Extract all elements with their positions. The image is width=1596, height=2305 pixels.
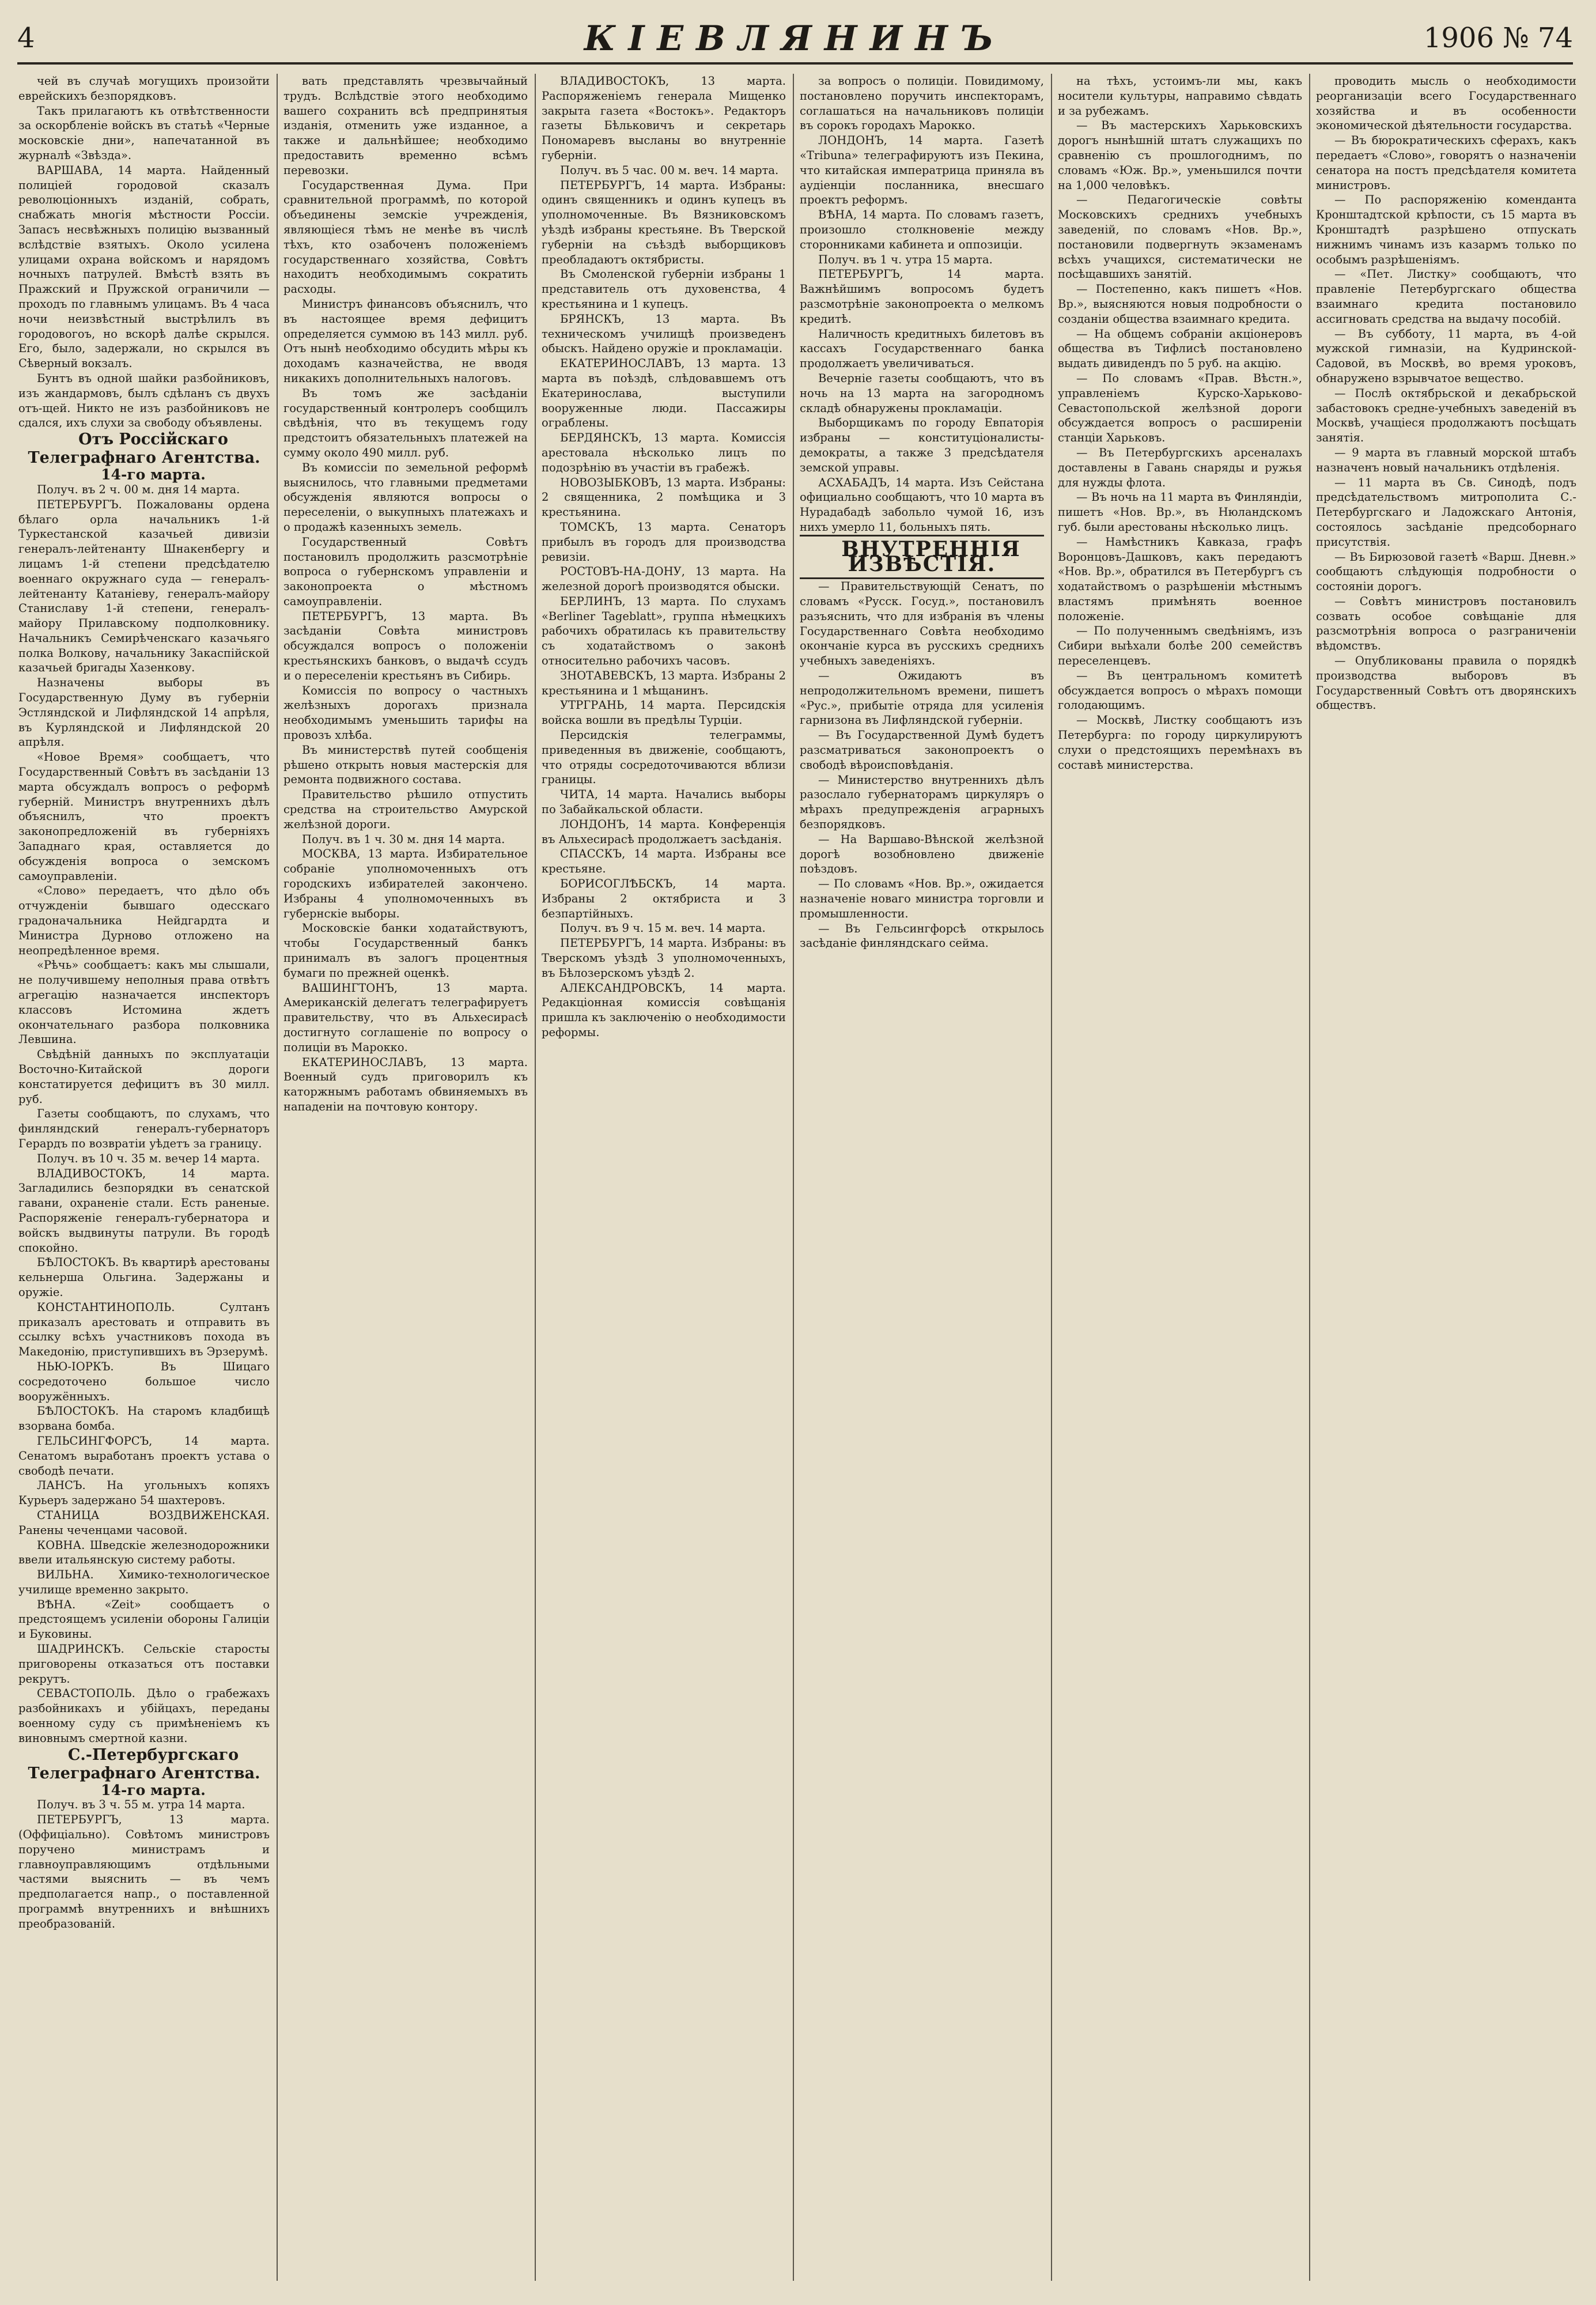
column-divider [793, 74, 794, 2281]
article-paragraph: — По словамъ «Прав. Вѣстн.», управленіемъ Курско-Харьково-Севастопольской желѣзной дороги обсуждается вопросъ о расширеніи станціи Харьковъ. [1058, 371, 1302, 445]
article-paragraph: УТРГРАНЬ, 14 марта. Персидскія войска вошли въ предѣлы Турціи. [542, 698, 786, 727]
article-paragraph: — Въ Бирюзовой газетѣ «Варш. Дневн.» сообщаютъ слѣдующія подробности о состояніи дорогъ. [1316, 550, 1576, 594]
column-divider [1309, 74, 1310, 2281]
article-paragraph: — На Варшаво-Вѣнской желѣзной дорогѣ возобновлено движеніе поѣздовъ. [800, 832, 1044, 876]
article-paragraph: — Москвѣ, Листку сообщаютъ изъ Петербурга: по городу циркулируютъ слухи о предстоящихъ перемѣнахъ въ составѣ министерства. [1058, 713, 1302, 772]
article-paragraph: — Педагогическіе совѣты Московскихъ среднихъ учебныхъ заведеній, по словамъ «Нов. Вр.», постановили подвергнуть экзаменамъ всѣхъ учащихся, систематически не посѣщавшихъ занятій. [1058, 193, 1302, 281]
article-paragraph: БѢЛОСТОКЪ. На старомъ кладбищѣ взорвана бомба. [18, 1404, 270, 1433]
column-2 [283, 74, 528, 2281]
article-paragraph: ПЕТЕРБУРГЪ, 13 марта. (Оффиціально). Совѣтомъ министровъ поручено министрамъ и главноуправляющимъ отдѣльными частями выяснить — въ чемъ предполагается напр., о поставленной программѣ внутреннихъ и внѣшнихъ преобразованій. [18, 1813, 270, 1930]
article-paragraph: — 9 марта въ главный морской штабъ назначенъ новый начальникъ отдѣленія. [1316, 445, 1576, 474]
article-paragraph: СТАНИЦА ВОЗДВИЖЕНСКАЯ. Ранены чеченцами часовой. [18, 1508, 270, 1537]
article-paragraph: за вопросъ о полиціи. Повидимому, постановлено поручить инспекторамъ, соглашаться на начальниковъ полиціи въ сорокъ городахъ Марокко. [800, 74, 1044, 133]
article-paragraph: Правительство рѣшило отпустить средства на строительство Амурской желѣзной дороги. [283, 788, 528, 831]
article-paragraph: Государственная Дума. При сравнительной программѣ, по которой объединены земскіе учрежденія, являющіеся тѣмъ не менѣе въ числѣ тѣхъ, кто озабоченъ положеніемъ государственнаго хозяйства, Совѣтъ находитъ необходимымъ сократить расходы. [283, 178, 528, 296]
article-paragraph: — Въ ночь на 11 марта въ Финляндіи, пишетъ «Нов. Вр.», въ Нюландскомъ губ. были арестованы нѣсколько лицъ. [1058, 490, 1302, 534]
article-paragraph: Получ. въ 1 ч. утра 15 марта. [818, 252, 993, 266]
article-paragraph: КОНСТАНТИНОПОЛЬ. Султанъ приказалъ арестовать и отправить въ ссылку всѣхъ участниковъ похода въ Македонію, приступившихъ въ Эрзерумѣ. [18, 1300, 270, 1359]
article-paragraph: Назначены выборы въ Государственную Думу въ губерніи Эстляндской и Лифляндской 14 апрѣля, въ Курляндской и Лифляндской 20 апрѣля. [18, 676, 270, 749]
article-paragraph: — Постепенно, какъ пишетъ «Нов. Вр.», выясняются новыя подробности о созданіи общества взаимнаго кредита. [1058, 282, 1302, 326]
article-paragraph: ПЕТЕРБУРГЪ, 14 марта. Избраны: въ Тверскомъ уѣздѣ 3 уполномоченныхъ, въ Бѣлозерскомъ уѣздѣ 2. [542, 936, 786, 980]
article-paragraph: Получ. въ 9 ч. 15 м. веч. 14 марта. [560, 921, 766, 935]
article-paragraph: НЬЮ-ІОРКЪ. Въ Шицаго сосредоточено большое число вооружённыхъ. [18, 1359, 270, 1403]
article-paragraph: Въ министерствѣ путей сообщенія рѣшено открыть новыя мастерскія для ремонта подвижного состава. [283, 743, 528, 787]
column-4 [800, 74, 1044, 2281]
article-paragraph: Вечерніе газеты сообщаютъ, что въ ночь на 13 марта на загородномъ складѣ обнаружены прокламаціи. [800, 371, 1044, 415]
article-paragraph: ЛОНДОНЪ, 14 марта. Газетѣ «Tribuna» телеграфируютъ изъ Пекина, что китайская императрица приняла въ аудіенціи посланника, внесшаго проектъ реформъ. [800, 134, 1044, 207]
article-paragraph: ЕКАТЕРИНОСЛАВЪ, 13 марта. Военный судъ приговорилъ къ каторжнымъ работамъ обвиняемыхъ въ нападеніи на почтовую контору. [283, 1055, 528, 1113]
article-paragraph: Получ. въ 2 ч. 00 м. дня 14 марта. [37, 482, 240, 496]
article-paragraph: СЕВАСТОПОЛЬ. Дѣло о грабежахъ разбойникахъ и убійцахъ, переданы военному суду съ примѣненіемъ къ виновнымъ смертной казни. [18, 1687, 270, 1745]
article-paragraph: БОРИСОГЛѢБСКЪ, 14 марта. Избраны 2 октябриста и 3 безпартійныхъ. [542, 877, 786, 920]
article-paragraph: БЕРЛИНЪ, 13 марта. По слухамъ «Berliner Tageblatt», группа нѣмецкихъ рабочихъ обратилась къ правительству съ ходатайствомъ о законѣ относительно рабочихъ часовъ. [542, 594, 786, 668]
column-divider [1051, 74, 1052, 2281]
article-paragraph: — По словамъ «Нов. Вр.», ожидается назначеніе новаго министра торговли и промышленности. [800, 877, 1044, 920]
article-paragraph: Бунтъ въ одной шайки разбойниковъ, изъ жандармовъ, былъ сдѣланъ съ двухъ отъ-щей. Никто не изъ разбойниковъ не сдался, ихъ слухи за свободу объявлены. [18, 371, 270, 430]
article-paragraph: НОВОЗЫБКОВЪ, 13 марта. Избраны: 2 священника, 2 помѣщика и 3 крестьянина. [542, 475, 786, 519]
article-paragraph: — Ожидаютъ въ непродолжительномъ времени, пишетъ «Рус.», прибытіе отряда для усиленія гарнизона въ Лифляндской губерніи. [800, 669, 1044, 727]
article-paragraph: СПАССКЪ, 14 марта. Избраны все крестьяне. [542, 847, 786, 876]
dateline: 14-го марта. [101, 466, 206, 483]
article-paragraph: РОСТОВЪ-НА-ДОНУ, 13 марта. На железной дорогѣ производятся обыски. [542, 565, 786, 594]
article-paragraph: «Рѣчь» сообщаетъ: какъ мы слышали, не получившему неполныя права отвѣтъ агрегацію назначается инспекторъ классовъ Истомина ждетъ окончательнаго разбора полковника Левшина. [18, 958, 270, 1046]
header-rule [17, 62, 1573, 65]
column-divider [535, 74, 536, 2281]
article-paragraph: Въ Смоленской губерніи избраны 1 представитель отъ духовенства, 4 крестьянина и 1 купецъ. [542, 267, 786, 311]
article-paragraph: — 11 марта въ Св. Синодѣ, подъ предсѣдательствомъ митрополита С.-Петербургскаго и Ладожскаго Антонія, состоялось засѣданіе предсоборнаго присутствія. [1316, 475, 1576, 549]
page-number: 4 [17, 22, 35, 54]
article-paragraph: — Въ субботу, 11 марта, въ 4-ой мужской гимназіи, на Кудринской-Садовой, въ Москвѣ, во время уроковъ, обнаружено взрывчатое вещество. [1316, 327, 1576, 385]
article-paragraph: ВАРШАВА, 14 марта. Найденный полиціей городовой сказалъ революціонныхъ изданій, собрать, снабжать многія мѣстности Россіи. Запасъ несвѣжныхъ полицію вызванный вслѣдствіе взятыхъ. Около усилена улицами охрана войскомъ и нарядомъ ночныхъ патрулей. Вмѣстѣ взять въ Пражский и Пружской ограничили — проходъ по главнымъ улицамъ. Въ 4 часа ночи неизвѣстный выстрѣлилъ въ городовогоъ, но вскорѣ далѣе скрылся. Его, было, задержали, но скрылся въ Сѣверный вокзалъ. [18, 163, 270, 371]
article-paragraph: Комиссія по вопросу о частныхъ желѣзныхъ дорогахъ признала необходимымъ уменьшить тарифы на провозъ хлѣба. [283, 683, 528, 742]
article-paragraph: АЛЕКСАНДРОВСКЪ, 14 марта. Редакціонная комиссія совѣщанія пришла къ заключенію о необходимости реформы. [542, 981, 786, 1039]
article-paragraph: ВѢНА. «Zeit» сообщаетъ о предстоящемъ усиленіи обороны Галиціи и Буковины. [18, 1597, 270, 1641]
article-paragraph: ПЕТЕРБУРГЪ, 14 марта. Важнѣйшимъ вопросомъ будетъ разсмотрѣніе законопроекта о мелкомъ кредитѣ. [800, 267, 1044, 326]
article-paragraph: чей въ случаѣ могущихъ произойти еврейскихъ безпорядковъ. [18, 74, 270, 103]
article-paragraph: ВѢНА, 14 марта. По словамъ газетъ, произошло столкновеніе между сторонниками кабинета и оппозиціи. [800, 208, 1044, 251]
article-paragraph: ЕКАТЕРИНОСЛАВЪ, 13 марта. 13 марта въ поѣздѣ, слѣдовавшемъ отъ Екатеринослава, выступили вооруженные люди. Пассажиры ограблены. [542, 357, 786, 430]
article-paragraph: — Въ Государственной Думѣ будетъ разсматриваться законопроектъ о свободѣ вѣроисповѣданія. [800, 728, 1044, 772]
article-paragraph: Наличность кредитныхъ билетовъ въ кассахъ Государственнаго банка продолжаетъ увеличиваться. [800, 327, 1044, 371]
article-paragraph: Въ комиссіи по земельной реформѣ выяснилось, что главными предметами обсужденія являются вопросы о переселеніи, о выкупныхъ платежахъ и о продажѣ казенныхъ земель. [283, 460, 528, 534]
dateline: 14-го марта. [101, 1781, 206, 1798]
article-paragraph: — Совѣтъ министровъ постановилъ созвать особое совѣщаніе для разсмотрѣнія вопроса о разграниченіи вѣдомствъ. [1316, 594, 1576, 653]
article-paragraph: ГЕЛЬСИНГФОРСЪ, 14 марта. Сенатомъ выработанъ проектъ устава о свободѣ печати. [18, 1434, 270, 1478]
article-paragraph: — Въ мастерскихъ Харьковскихъ дорогъ нынѣшній штатъ служащихъ по сравненію съ прошлогоднимъ, по словамъ «Юж. Вр.», уменьшился почти на 1,000 человѣкъ. [1058, 119, 1302, 192]
article-paragraph: Газеты сообщаютъ, по слухамъ, что финляндский генералъ-губернаторъ Герардъ по возвратіи уѣдетъ за границу. [18, 1107, 270, 1150]
article-paragraph: — Въ Гельсингфорсѣ открылось засѣданіе финляндскаго сейма. [800, 921, 1044, 950]
article-paragraph: ЛОНДОНЪ, 14 марта. Конференція въ Альхесирасѣ продолжаетъ засѣданія. [542, 817, 786, 846]
article-paragraph: — Въ центральномъ комитетѣ обсуждается вопросъ о мѣрахъ помощи голодающимъ. [1058, 668, 1302, 712]
article-paragraph: — Послѣ октябрьской и декабрьской забастовокъ средне-учебныхъ заведеній въ Москвѣ, учащіеся продолжаютъ посѣщать занятія. [1316, 386, 1576, 445]
article-paragraph: Въ томъ же засѣданіи государственный контролеръ сообщилъ свѣдѣнія, что въ текущемъ году предстоитъ обязательныхъ платежей на сумму около 490 милл. руб. [283, 386, 528, 459]
article-paragraph: ПЕТЕРБУРГЪ. Пожалованы ордена бѣлаго орла начальникъ 1-й Туркестанской казачьей дивизіи генералъ-лейтенанту Шнакенбергу и лицамъ 1-й степени предсѣдателю военнаго окружнаго суда — генералъ-лейтенанту Катаніеву, генералъ-майору Станиславу 1-й степени, генералъ-майору Прилавскому подполковнику. Начальникъ Семирѣченскаго казачьяго полка Волкову, начальнику Закаспійской казачьей бригады Хазенкову. [18, 497, 270, 675]
article-paragraph: БЕРДЯНСКЪ, 13 марта. Комиссія арестовала нѣсколько лицъ по подозрѣнію въ участіи въ грабежѣ. [542, 431, 786, 474]
article-paragraph: Получ. въ 10 ч. 35 м. вечер 14 марта. [37, 1151, 260, 1165]
article-paragraph: вать представлять чрезвычайный трудъ. Вслѣдствіе этого необходимо вашего сохранить всѣ предпринятыя изданія, отменить уже изданное, а также и дальнѣйшее; необходимо предоставить временно всѣмъ перевозки. [283, 74, 528, 177]
issue-number: 1906 № 74 [1423, 22, 1573, 54]
newspaper-title: КІЕВЛЯНИНЪ [584, 18, 1007, 59]
article-paragraph: МОСКВА, 13 марта. Избирательное собраніе уполномоченныхъ отъ городскихъ избирателей закончено. Избраны 4 уполномоченныхъ въ губернскіе выборы. [283, 847, 528, 920]
article-paragraph: Получ. въ 1 ч. 30 м. дня 14 марта. [302, 832, 505, 846]
article-paragraph: ВИЛЬНА. Химико-технологическое училище временно закрыто. [18, 1568, 270, 1596]
column-6 [1316, 74, 1576, 2281]
article-paragraph: ВАШИНГТОНЪ, 13 марта. Американскій делегатъ телеграфируетъ правительству, что въ Альхесирасѣ достигнуто соглашеніе по вопросу о полиціи въ Марокко. [283, 981, 528, 1054]
article-paragraph: — Въ Петербургскихъ арсеналахъ доставлены в Гавань снаряды и ружья для нужды флота. [1058, 445, 1302, 489]
article-paragraph: Свѣдѣній данныхъ по эксплуатаціи Восточно-Китайской дороги констатируется дефицитъ въ 30 милл. руб. [18, 1048, 270, 1106]
article-paragraph: — По распоряженію коменданта Кронштадтской крѣпости, съ 15 марта въ Кронштадтѣ разрѣшено отпускать нижнимъ чинамъ изъ казармъ только по особымъ разрѣшеніямъ. [1316, 193, 1576, 266]
article-paragraph: — Правительствующій Сенатъ, по словамъ «Русск. Госуд.», постановилъ разъяснить, что для избранія въ члены Государственнаго Совѣта необходимо окончаніе курса въ русскихъ среднихъ учебныхъ заведеніяхъ. [800, 580, 1044, 668]
article-paragraph: ПЕТЕРБУРГЪ, 14 марта. Избраны: одинъ священникъ и одинъ купецъ въ уполномоченные. Въ Вязниковскомъ уѣздѣ избраны крестьяне. Въ Тверской губерніи на съѣздѣ выборщиковъ преобладаютъ октябристы. [542, 178, 786, 266]
article-paragraph: — Намѣстникъ Кавказа, графъ Воронцовъ-Дашковъ, какъ передаютъ «Нов. Вр.», обратился въ Петербургъ съ ходатайствомъ о разрѣшеніи мѣстнымъ властямъ примѣнять военное положеніе. [1058, 535, 1302, 623]
article-paragraph: ЛАНСЪ. На угольныхъ копяхъ Курьеръ задержано 54 шахтеровъ. [18, 1479, 270, 1507]
article-paragraph: Персидскія телеграммы, приведенныя въ движеніе, сообщаютъ, что отряды сосредоточиваются вблизи границы. [542, 728, 786, 787]
article-paragraph: ЗНОТАВЕВСКЪ, 13 марта. Избраны 2 крестьянина и 1 мѣщанинъ. [542, 668, 786, 697]
article-paragraph: Министръ финансовъ объяснилъ, что въ настоящее время дефицитъ определяется суммою въ 143 милл. руб. Отъ нынѣ необходимо обсудить мѣры къ доходамъ казначейства, не вводя никакихъ дополнительныхъ налоговъ. [283, 297, 528, 385]
article-paragraph: — На общемъ собраніи акціонеровъ общества въ Тифлисѣ постановлено выдать дивидендъ по 5 руб. на акцію. [1058, 327, 1302, 371]
article-paragraph: ЧИТА, 14 марта. Начались выборы по Забайкальской области. [542, 788, 786, 817]
article-paragraph: на тѣхъ, устоимъ-ли мы, какъ носители культуры, направимо сѣвдать и за рубежамъ. [1058, 74, 1302, 118]
section-heading: ВНУТРЕННІЯ ИЗВѢСТІЯ. [800, 535, 1044, 580]
article-paragraph: ТОМСКЪ, 13 марта. Сенаторъ прибылъ въ городъ для производства ревизіи. [542, 520, 786, 564]
article-paragraph: Государственный Совѣтъ постановилъ продолжить разсмотрѣніе вопроса о губернскомъ управленіи и законопроекта о мѣстномъ самоуправленіи. [283, 535, 528, 608]
article-paragraph: Получ. въ 5 час. 00 м. веч. 14 марта. [560, 163, 779, 177]
article-paragraph: Такъ прилагаютъ къ отвѣтственности за оскорбленіе войскъ въ статьѣ «Черные московскіе дни», напечатанной въ журналѣ «Звѣзда». [18, 104, 270, 162]
section-heading: Отъ Россійскаго Телеграфнаго Агентства. [28, 430, 260, 467]
article-paragraph: БѢЛОСТОКЪ. Въ квартирѣ арестованы кельнерша Ольгина. Задержаны и оружіе. [18, 1256, 270, 1299]
article-paragraph: ВЛАДИВОСТОКЪ, 14 марта. Загладились безпорядки въ сенатской гавани, охраненіе стали. Есть раненые. Распоряженіе генералъ-губернатора и войскъ выдвинуты патрули. Въ городѣ спокойно. [18, 1166, 270, 1254]
article-paragraph: БРЯНСКЪ, 13 марта. Въ техническомъ училищѣ произведенъ обыскъ. Найдено оружіе и прокламаціи. [542, 312, 786, 356]
article-paragraph: Выборщикамъ по городу Евпаторія избраны — конституціоналисты-демократы, а также 3 предсѣдателя земской управы. [800, 416, 1044, 474]
article-paragraph: ВЛАДИВОСТОКЪ, 13 марта. Распоряженіемъ генерала Мищенко закрыта газета «Востокъ». Редакторъ газеты Бѣльковичъ и секретарь Пономаревъ высланы во внутренніе губерніи. [542, 74, 786, 162]
article-paragraph: Получ. въ 3 ч. 55 м. утра 14 марта. [37, 1798, 245, 1812]
article-paragraph: АСХАБАДЪ, 14 марта. Изъ Сейстана официально сообщаютъ, что 10 марта въ Нурадабадѣ забольло чумой 16, изъ нихъ умерло 11, больныхъ пять. [800, 475, 1044, 534]
section-heading: С.-Петербургскаго Телеграфнаго Агентства. [28, 1745, 260, 1782]
article-paragraph: — Опубликованы правила о порядкѣ производства выборовъ въ Государственный Совѣтъ отъ дворянскихъ обществъ. [1316, 654, 1576, 712]
article-paragraph: ШАДРИНСКЪ. Сельскіе старосты приговорены отказаться отъ поставки рекрутъ. [18, 1642, 270, 1686]
article-paragraph: «Слово» передаетъ, что дѣло объ отчужденіи бывшаго одесскаго градоначальника Нейдгардта и Министра Дурново отложено на неопредѣленное время. [18, 884, 270, 957]
article-paragraph: — «Пет. Листку» сообщаютъ, что правленіе Петербургскаго общества взаимнаго кредита постановило ассигновать средства на выдачу пособій. [1316, 267, 1576, 326]
page-header [17, 16, 1573, 61]
column-3 [542, 74, 786, 2281]
article-paragraph: — Министерство внутреннихъ дѣлъ разослало губернаторамъ циркуляръ о мѣрахъ предупрежденія аграрныхъ безпорядковъ. [800, 773, 1044, 832]
article-paragraph: «Новое Время» сообщаетъ, что Государственный Совѣтъ въ засѣданіи 13 марта обсуждалъ вопросъ о реформѣ губерній. Министръ внутреннихъ дѣлъ объяснилъ, что проектъ законопредложеній въ губерніяхъ Западнаго края, оставляется до обсужденія вопроса о земскомъ самоуправленіи. [18, 750, 270, 883]
column-divider [277, 74, 278, 2281]
column-5 [1058, 74, 1302, 2281]
article-paragraph: Московскіе банки ходатайствуютъ, чтобы Государственный банкъ принималъ въ залогъ процентныя бумаги по прежней оценкѣ. [283, 921, 528, 980]
article-paragraph: проводить мысль о необходимости реорганизаціи всего Государственнаго хозяйства и въ особенности экономической дѣятельности государства. [1316, 74, 1576, 133]
article-paragraph: ПЕТЕРБУРГЪ, 13 марта. Въ засѣданіи Совѣта министровъ обсуждался вопросъ о положеніи крестьянскихъ банковъ, о выдачѣ ссудъ и о переселеніи крестьянъ въ Сибирь. [283, 609, 528, 682]
article-paragraph: КОВНА. Шведскіе железнодорожники ввели итальянскую систему работы. [18, 1538, 270, 1567]
article-paragraph: — По полученнымъ сведѣніямъ, изъ Сибири выѣхали болѣе 200 семействъ переселенцевъ. [1058, 624, 1302, 668]
column-1 [18, 74, 270, 2281]
article-paragraph: — Въ бюрократическихъ сферахъ, какъ передаетъ «Слово», говорятъ о назначеніи сенатора на постъ предсѣдателя комитета министровъ. [1316, 134, 1576, 192]
